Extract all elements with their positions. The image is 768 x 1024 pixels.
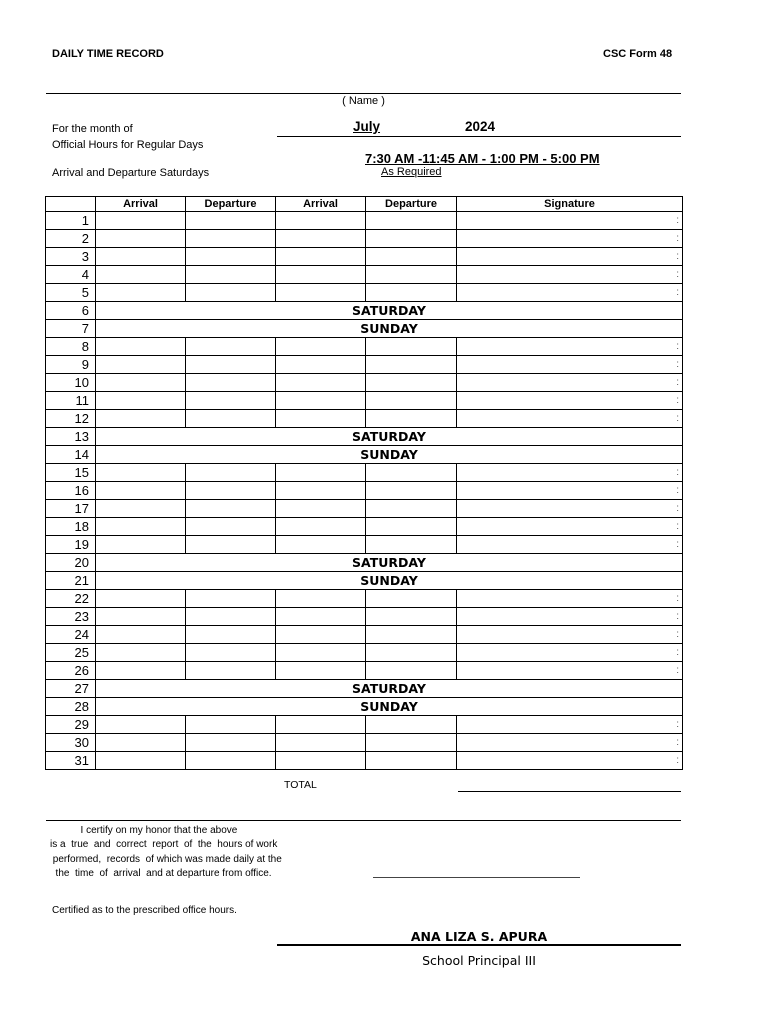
- am-departure-cell[interactable]: [186, 662, 276, 680]
- pm-arrival-cell[interactable]: [276, 212, 366, 230]
- am-departure-header: Departure: [186, 197, 276, 212]
- signature-cell[interactable]: :: [457, 662, 683, 680]
- day-number: 15: [46, 464, 96, 482]
- name-line: [46, 93, 681, 94]
- table-header-row: [46, 197, 683, 212]
- am-arrival-cell[interactable]: [96, 500, 186, 518]
- signature-cell[interactable]: :: [457, 230, 683, 248]
- pm-departure-cell[interactable]: [366, 536, 457, 554]
- day-number: 7: [46, 320, 96, 338]
- am-departure-cell[interactable]: [186, 590, 276, 608]
- pm-arrival-cell[interactable]: [276, 734, 366, 752]
- day-number: 5: [46, 284, 96, 302]
- month-value: July: [353, 119, 381, 134]
- weekend-label: SUNDAY: [96, 320, 683, 338]
- am-departure-cell[interactable]: [186, 248, 276, 266]
- day-number: 2: [46, 230, 96, 248]
- pm-departure-cell[interactable]: [366, 590, 457, 608]
- pm-departure-cell[interactable]: [366, 356, 457, 374]
- saturday-label: Arrival and Departure Saturdays: [52, 167, 210, 179]
- signature-cell[interactable]: :: [457, 356, 683, 374]
- table-row: [46, 230, 683, 248]
- am-departure-cell[interactable]: [186, 536, 276, 554]
- am-arrival-cell[interactable]: [96, 518, 186, 536]
- pm-arrival-cell[interactable]: [276, 590, 366, 608]
- table-row: [46, 734, 683, 752]
- am-departure-cell[interactable]: [186, 608, 276, 626]
- day-number: 25: [46, 644, 96, 662]
- am-departure-cell[interactable]: [186, 464, 276, 482]
- am-arrival-cell[interactable]: [96, 230, 186, 248]
- signature-cell[interactable]: :: [457, 338, 683, 356]
- table-row: [46, 482, 683, 500]
- table-row: [46, 500, 683, 518]
- pm-departure-cell[interactable]: [366, 662, 457, 680]
- pm-departure-cell[interactable]: [366, 464, 457, 482]
- signature-cell[interactable]: :: [457, 482, 683, 500]
- name-label: ( Name ): [342, 95, 385, 107]
- day-number: 29: [46, 716, 96, 734]
- am-arrival-cell[interactable]: [96, 482, 186, 500]
- form-title: DAILY TIME RECORD: [52, 48, 164, 60]
- day-number: 13: [46, 428, 96, 446]
- day-number: 23: [46, 608, 96, 626]
- signature-cell[interactable]: :: [457, 716, 683, 734]
- am-arrival-cell[interactable]: [96, 608, 186, 626]
- pm-departure-cell[interactable]: [366, 248, 457, 266]
- am-arrival-cell[interactable]: [96, 734, 186, 752]
- pm-arrival-cell[interactable]: [276, 752, 366, 770]
- signature-cell[interactable]: :: [457, 500, 683, 518]
- am-departure-cell[interactable]: [186, 230, 276, 248]
- day-number: 30: [46, 734, 96, 752]
- am-arrival-cell[interactable]: [96, 662, 186, 680]
- pm-departure-cell[interactable]: [366, 500, 457, 518]
- am-arrival-cell[interactable]: [96, 356, 186, 374]
- day-number: 9: [46, 356, 96, 374]
- weekend-row: [46, 302, 683, 320]
- pm-arrival-cell[interactable]: [276, 266, 366, 284]
- pm-arrival-cell[interactable]: [276, 644, 366, 662]
- signature-cell[interactable]: :: [457, 608, 683, 626]
- day-number: 28: [46, 698, 96, 716]
- table-row: [46, 266, 683, 284]
- signature-cell[interactable]: :: [457, 536, 683, 554]
- pm-departure-cell[interactable]: [366, 410, 457, 428]
- pm-departure-cell[interactable]: [366, 626, 457, 644]
- am-arrival-cell[interactable]: [96, 626, 186, 644]
- am-arrival-cell[interactable]: [96, 392, 186, 410]
- pm-departure-cell[interactable]: [366, 284, 457, 302]
- signature-cell[interactable]: :: [457, 374, 683, 392]
- am-departure-cell[interactable]: [186, 392, 276, 410]
- weekend-row: [46, 698, 683, 716]
- signature-cell[interactable]: :: [457, 464, 683, 482]
- pm-departure-cell[interactable]: [366, 644, 457, 662]
- month-label: For the month of: [52, 123, 133, 135]
- table-row: [46, 716, 683, 734]
- pm-departure-cell[interactable]: [366, 482, 457, 500]
- weekend-label: SATURDAY: [96, 554, 683, 572]
- am-arrival-cell[interactable]: [96, 644, 186, 662]
- pm-arrival-cell[interactable]: [276, 392, 366, 410]
- pm-arrival-cell[interactable]: [276, 608, 366, 626]
- am-arrival-cell[interactable]: [96, 752, 186, 770]
- weekend-row: [46, 572, 683, 590]
- day-number: 6: [46, 302, 96, 320]
- signature-cell[interactable]: :: [457, 284, 683, 302]
- weekend-row: [46, 428, 683, 446]
- table-row: [46, 248, 683, 266]
- signature-cell[interactable]: :: [457, 248, 683, 266]
- table-row: [46, 590, 683, 608]
- am-departure-cell[interactable]: [186, 482, 276, 500]
- day-number: 22: [46, 590, 96, 608]
- time-record-table: [45, 196, 683, 770]
- signature-cell[interactable]: :: [457, 752, 683, 770]
- day-number: 19: [46, 536, 96, 554]
- pm-arrival-cell[interactable]: [276, 536, 366, 554]
- certification-line: the time of arrival and at departure from office.: [50, 867, 272, 879]
- pm-arrival-cell[interactable]: [276, 284, 366, 302]
- total-line: [458, 791, 681, 792]
- signature-cell[interactable]: :: [457, 590, 683, 608]
- signature-cell[interactable]: :: [457, 392, 683, 410]
- weekend-label: SATURDAY: [96, 680, 683, 698]
- month-line: [277, 136, 681, 137]
- table-row: [46, 284, 683, 302]
- certification-line: I certify on my honor that the above: [50, 825, 238, 836]
- am-arrival-cell[interactable]: [96, 338, 186, 356]
- table-row: [46, 338, 683, 356]
- am-arrival-cell[interactable]: [96, 248, 186, 266]
- pm-arrival-cell[interactable]: [276, 356, 366, 374]
- table-row: [46, 662, 683, 680]
- weekend-row: [46, 446, 683, 464]
- signature-header: Signature: [457, 197, 683, 212]
- signature-cell[interactable]: :: [457, 212, 683, 230]
- pm-departure-cell[interactable]: [366, 752, 457, 770]
- pm-arrival-cell[interactable]: [276, 716, 366, 734]
- year-value: 2024: [465, 119, 496, 134]
- pm-departure-cell[interactable]: [366, 374, 457, 392]
- day-number: 18: [46, 518, 96, 536]
- am-departure-cell[interactable]: [186, 626, 276, 644]
- table-row: [46, 536, 683, 554]
- day-number: 4: [46, 266, 96, 284]
- am-arrival-cell[interactable]: [96, 266, 186, 284]
- table-row: [46, 464, 683, 482]
- am-departure-cell[interactable]: [186, 752, 276, 770]
- table-row: [46, 608, 683, 626]
- am-arrival-cell[interactable]: [96, 374, 186, 392]
- day-number: 20: [46, 554, 96, 572]
- table-row: [46, 410, 683, 428]
- am-departure-cell[interactable]: [186, 716, 276, 734]
- day-number: 24: [46, 626, 96, 644]
- day-number: 3: [46, 248, 96, 266]
- certification-line: is a true and correct report of the hours of work: [50, 839, 278, 851]
- weekend-label: SATURDAY: [96, 302, 683, 320]
- weekend-label: SATURDAY: [96, 428, 683, 446]
- am-arrival-header: Arrival: [96, 197, 186, 212]
- pm-departure-cell[interactable]: [366, 338, 457, 356]
- saturday-value: As Required: [381, 166, 442, 178]
- am-departure-cell[interactable]: [186, 644, 276, 662]
- am-arrival-cell[interactable]: [96, 716, 186, 734]
- am-departure-cell[interactable]: [186, 212, 276, 230]
- principal-position: School Principal III: [422, 953, 536, 968]
- am-arrival-cell[interactable]: [96, 590, 186, 608]
- am-arrival-cell[interactable]: [96, 464, 186, 482]
- pm-departure-cell[interactable]: [366, 212, 457, 230]
- am-arrival-cell[interactable]: [96, 212, 186, 230]
- table-row: [46, 212, 683, 230]
- table-row: [46, 752, 683, 770]
- am-arrival-cell[interactable]: [96, 410, 186, 428]
- am-departure-cell[interactable]: [186, 500, 276, 518]
- pm-departure-cell[interactable]: [366, 266, 457, 284]
- am-departure-cell[interactable]: [186, 284, 276, 302]
- pm-departure-cell[interactable]: [366, 230, 457, 248]
- pm-arrival-cell[interactable]: [276, 662, 366, 680]
- day-number: 12: [46, 410, 96, 428]
- day-header: [46, 197, 96, 212]
- day-number: 27: [46, 680, 96, 698]
- principal-name: ANA LIZA S. APURA: [410, 929, 548, 944]
- day-number: 8: [46, 338, 96, 356]
- day-number: 21: [46, 572, 96, 590]
- signature-cell[interactable]: :: [457, 626, 683, 644]
- official-hours-value: 7:30 AM -11:45 AM - 1:00 PM - 5:00 PM: [365, 151, 600, 166]
- official-hours-label: Official Hours for Regular Days: [52, 139, 204, 151]
- am-departure-cell[interactable]: [186, 734, 276, 752]
- weekend-label: SUNDAY: [96, 572, 683, 590]
- total-label: TOTAL: [284, 779, 317, 791]
- weekend-row: [46, 554, 683, 572]
- pm-arrival-cell[interactable]: [276, 464, 366, 482]
- day-number: 14: [46, 446, 96, 464]
- pm-departure-cell[interactable]: [366, 392, 457, 410]
- pm-departure-cell[interactable]: [366, 716, 457, 734]
- table-row: [46, 518, 683, 536]
- pm-arrival-cell[interactable]: [276, 626, 366, 644]
- certification-text: [50, 824, 290, 881]
- principal-signature-line: [277, 944, 681, 946]
- pm-arrival-cell[interactable]: [276, 500, 366, 518]
- table-row: [46, 374, 683, 392]
- am-arrival-cell[interactable]: [96, 536, 186, 554]
- signature-cell[interactable]: :: [457, 266, 683, 284]
- pm-arrival-cell[interactable]: [276, 230, 366, 248]
- day-number: 1: [46, 212, 96, 230]
- pm-arrival-cell[interactable]: [276, 410, 366, 428]
- pm-arrival-cell[interactable]: [276, 374, 366, 392]
- pm-arrival-cell[interactable]: [276, 482, 366, 500]
- signature-cell[interactable]: :: [457, 644, 683, 662]
- day-number: 10: [46, 374, 96, 392]
- day-number: 31: [46, 752, 96, 770]
- certified-text: Certified as to the prescribed office hours.: [52, 905, 237, 916]
- am-arrival-cell[interactable]: [96, 284, 186, 302]
- weekend-label: SUNDAY: [96, 446, 683, 464]
- weekend-label: SUNDAY: [96, 698, 683, 716]
- signature-cell[interactable]: :: [457, 734, 683, 752]
- pm-arrival-header: Arrival: [276, 197, 366, 212]
- employee-signature-line: [373, 877, 580, 878]
- weekend-row: [46, 320, 683, 338]
- day-number: 26: [46, 662, 96, 680]
- day-number: 17: [46, 500, 96, 518]
- form-number: CSC Form 48: [603, 48, 673, 60]
- signature-cell[interactable]: :: [457, 518, 683, 536]
- pm-arrival-cell[interactable]: [276, 518, 366, 536]
- am-departure-cell[interactable]: [186, 410, 276, 428]
- am-departure-cell[interactable]: [186, 356, 276, 374]
- table-row: [46, 626, 683, 644]
- pm-arrival-cell[interactable]: [276, 338, 366, 356]
- pm-departure-cell[interactable]: [366, 608, 457, 626]
- certification-line: performed, records of which was made daily at the: [50, 853, 282, 865]
- pm-arrival-cell[interactable]: [276, 248, 366, 266]
- pm-departure-header: Departure: [366, 197, 457, 212]
- am-departure-cell[interactable]: [186, 266, 276, 284]
- day-number: 11: [46, 392, 96, 410]
- am-departure-cell[interactable]: [186, 374, 276, 392]
- day-number: 16: [46, 482, 96, 500]
- table-row: [46, 392, 683, 410]
- table-row: [46, 356, 683, 374]
- signature-cell[interactable]: :: [457, 410, 683, 428]
- weekend-row: [46, 680, 683, 698]
- am-departure-cell[interactable]: [186, 338, 276, 356]
- pm-departure-cell[interactable]: [366, 518, 457, 536]
- am-departure-cell[interactable]: [186, 518, 276, 536]
- table-row: [46, 644, 683, 662]
- pm-departure-cell[interactable]: [366, 734, 457, 752]
- certification-divider: [46, 820, 681, 821]
